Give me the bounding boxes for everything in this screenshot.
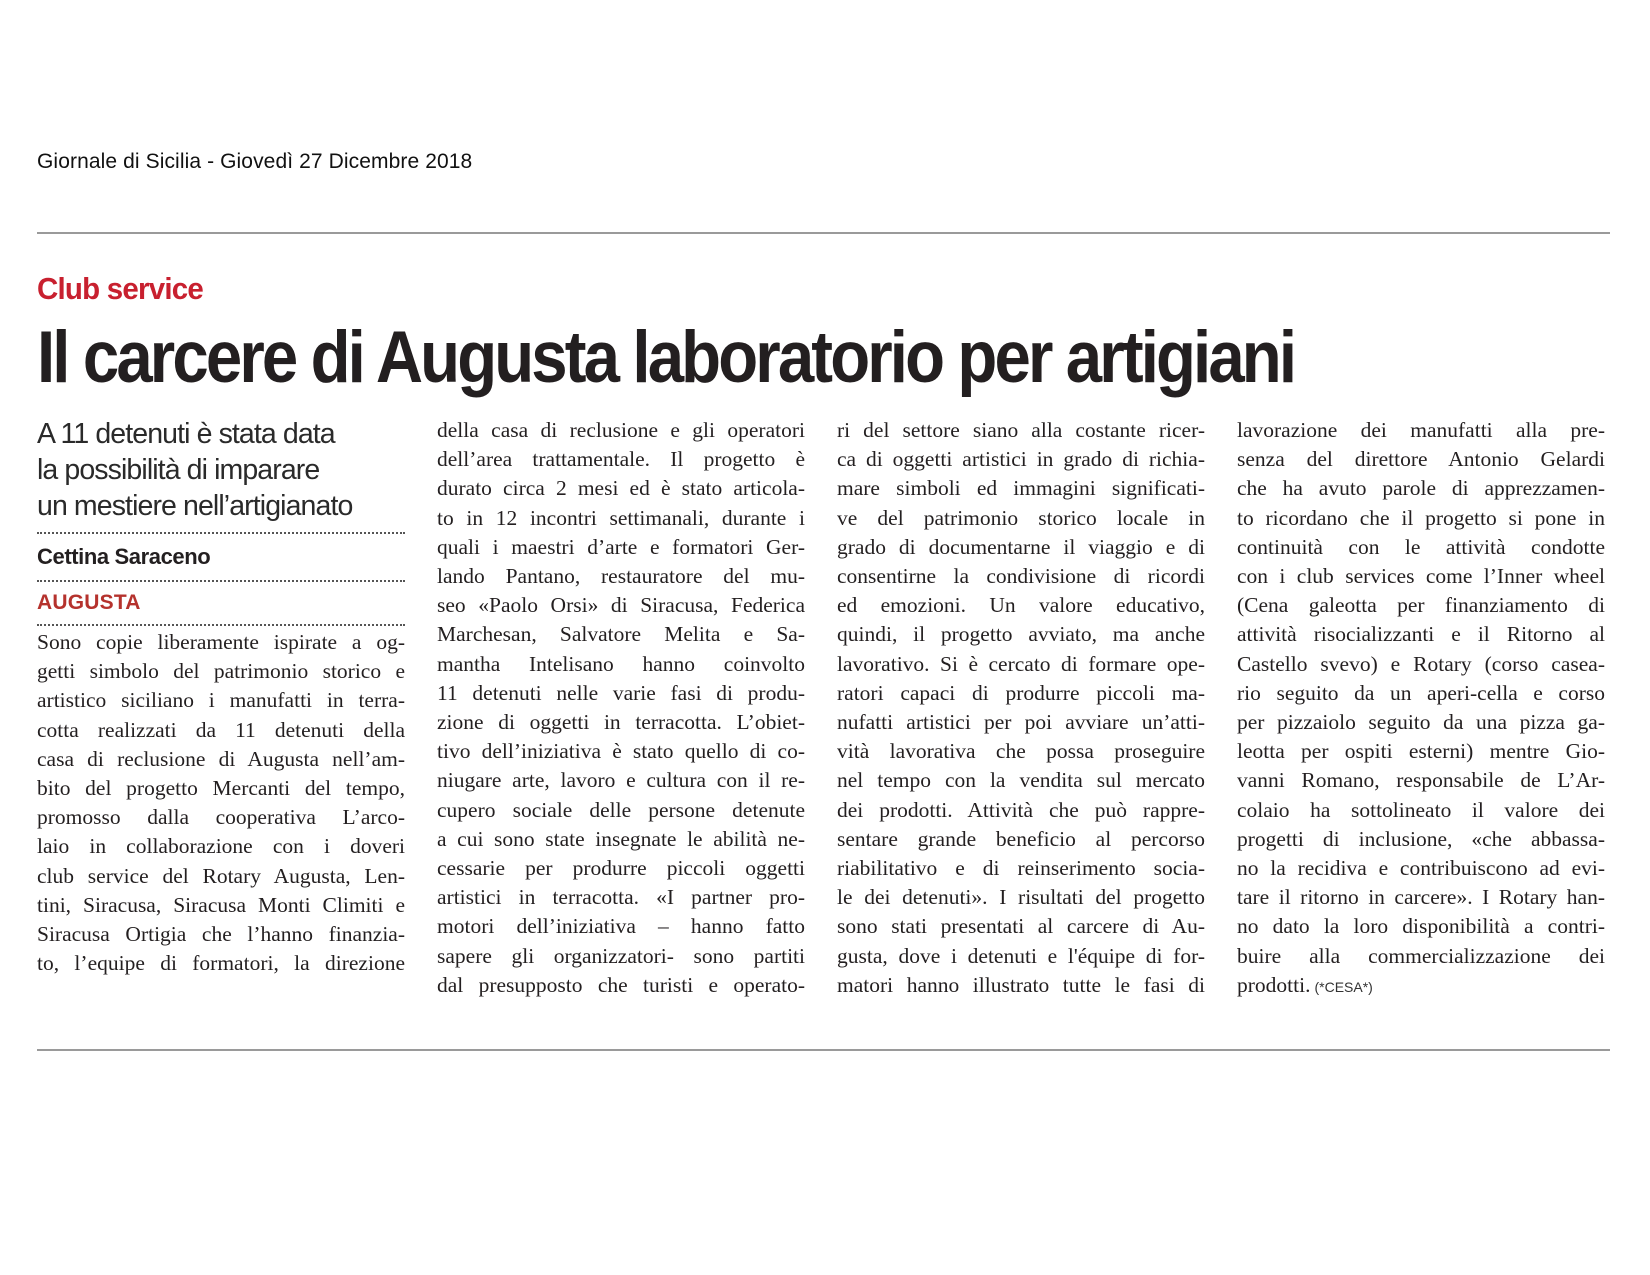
text-line: gusta, dove i detenuti e l'équipe di for- [837,943,1205,968]
text-line: dal presupposto che turisti e operato- [437,972,805,997]
article-column-3 [837,416,1205,1000]
text-line: artistici in terracotta. «I partner pro- [437,885,805,910]
text-line: matori hanno illustrato tutte le fasi di [837,972,1205,997]
article-byline: Cettina Saraceno [37,544,211,569]
text-line: grado di documentarne il viaggio e di [837,534,1205,559]
text-line: laio in collaborazione con i doveri [37,834,405,859]
text-line: quali i maestri d’arte e formatori Ger- [437,534,805,559]
text-line: ve del patrimonio storico locale in [837,505,1205,530]
article-column-2 [437,416,805,1000]
text-line: nel tempo con la vendita sul mercato [837,768,1205,793]
text-line: che ha avuto parole di apprezzamen- [1237,476,1605,501]
article-body-column-1 [37,628,405,978]
text-line: cessarie per produrre piccoli oggetti [437,856,805,881]
subheadline-line: la possibilità di imparare [37,454,320,486]
text-line: con i club services come l’Inner wheel [1237,564,1605,589]
text-line: Castello svevo) e Rotary (corso casea- [1237,651,1605,676]
text-line: to in 12 incontri settimanali, durante i [437,505,805,530]
text-line: mare simboli ed immagini significati- [837,476,1205,501]
text-line: no la recidiva e contribuiscono ad evi- [1237,856,1605,881]
text-line: le dei detenuti». I risultati del progetto [837,885,1205,910]
text-line: promosso dalla cooperativa L’arco- [37,805,405,830]
text-line: nufatti artistici per poi avviare un’atti- [837,710,1205,735]
text-line: tare il ritorno in carcere». I Rotary han- [1237,885,1605,910]
article-body-column-4 [1237,416,1605,1002]
text-line: vanni Romano, responsabile de L’Ar- [1237,768,1605,793]
text-line: dell’area trattamentale. Il progetto è [437,447,805,472]
text-line: casa di reclusione di Augusta nell’am- [37,746,405,771]
text-line: ca di oggetti artistici in grado di richia- [837,447,1205,472]
text-line: progetti di inclusione, «che abbassa- [1237,826,1605,851]
text-line: a cui sono state insegnate le abilità ne- [437,826,805,851]
text-line: to ricordano che il progetto si pone in [1237,505,1605,530]
text-line: sapere gli organizzatori- sono partiti [437,943,805,968]
text-line: artistico siciliano i manufatti in terra- [37,688,405,713]
text-line: sono stati presentati al carcere di Au- [837,914,1205,939]
text-line: Siracusa Ortigia che l’hanno finanzia- [37,922,405,947]
text-line: mantha Intelisano hanno coinvolto [437,651,805,676]
text-line: seo «Paolo Orsi» di Siracusa, Federica [437,593,805,618]
article-body-column-2 [437,416,805,1000]
text-line: motori dell’iniziativa – hanno fatto [437,914,805,939]
text-line: getti simbolo del patrimonio storico e [37,659,405,684]
text-line: tivo dell’iniziativa è stato quello di co- [437,739,805,764]
subheadline-line: A 11 detenuti è stata data [37,418,335,450]
text-line: riabilitativo e di reinserimento socia- [837,856,1205,881]
text-line: quindi, il progetto avviato, ma anche [837,622,1205,647]
text-line: zione di oggetti in terracotta. L’obiet- [437,710,805,735]
text-line: cupero sociale delle persone detenute [437,797,805,822]
text-line: vità lavorativa che possa proseguire [837,739,1205,764]
article-dateline: AUGUSTA [37,591,141,614]
text-line: cotta realizzati da 11 detenuti della [37,717,405,742]
text-line: continuità con le attività condotte [1237,534,1605,559]
subheadline-line: un mestiere nell’artigianato [37,490,353,522]
text-line: lavorativo. Si è cercato di formare ope- [837,651,1205,676]
text-line: per pizzaiolo seguito da una pizza ga- [1237,710,1605,735]
dotted-divider [37,624,405,626]
text-line: consentirne la condivisione di ricordi [837,564,1205,589]
text-line: club service del Rotary Augusta, Len- [37,863,405,888]
text-line: lavorazione dei manufatti alla pre- [1237,418,1605,442]
bottom-divider [37,1049,1610,1051]
text-line: buire alla commercializzazione dei [1237,943,1605,968]
text-line-final [1237,971,1605,1002]
text-line: leotta per ospiti esterni) mentre Gio- [1237,739,1605,764]
text-line: dei prodotti. Attività che può rappre- [837,797,1205,822]
text-line: bito del progetto Mercanti del tempo, [37,776,405,801]
article-body-column-3 [837,416,1205,1000]
text-line: to, l’equipe di formatori, la direzione [37,951,405,976]
text-line: durato circa 2 mesi ed è stato articola- [437,476,805,501]
author-signature: (*CESA*) [1314,978,1373,995]
text-line: 11 detenuti nelle varie fasi di produ- [437,680,805,705]
text-line: Marchesan, Salvatore Melita e Sa- [437,622,805,647]
publication-line: Giornale di Sicilia - Giovedì 27 Dicembre 2018 [37,150,473,173]
text-line: della casa di reclusione e gli operatori [437,418,805,442]
article-kicker: Club service [37,271,204,306]
text-line: colaio ha sottolineato il valore dei [1237,797,1605,822]
text-line: senza del direttore Antonio Gelardi [1237,447,1605,472]
text-line: Sono copie liberamente ispirate a og- [37,630,405,654]
text-line: (Cena galeotta per finanziamento di [1237,593,1605,618]
top-divider [37,232,1610,234]
text-line: no dato la loro disponibilità a contri- [1237,914,1605,939]
text-line: sentare grande beneficio al percorso [837,826,1205,851]
text-line: tini, Siracusa, Siracusa Monti Climiti e [37,892,405,917]
article-column-1 [37,416,405,978]
text-line: lando Pantano, restauratore del mu- [437,564,805,589]
text-line: attività risocializzanti e il Ritorno al [1237,622,1605,647]
article-headline: Il carcere di Augusta laboratorio per artigiani [37,317,1295,398]
final-text: prodotti. [1237,972,1311,997]
text-line: ed emozioni. Un valore educativo, [837,593,1205,618]
article-subheadline [37,416,405,524]
text-line: rio seguito da un aperi-cella e corso [1237,680,1605,705]
text-line: niugare arte, lavoro e cultura con il re- [437,768,805,793]
text-line: ratori capaci di produrre piccoli ma- [837,680,1205,705]
text-line: ri del settore siano alla costante ricer- [837,418,1205,442]
article-column-4 [1237,416,1605,1002]
